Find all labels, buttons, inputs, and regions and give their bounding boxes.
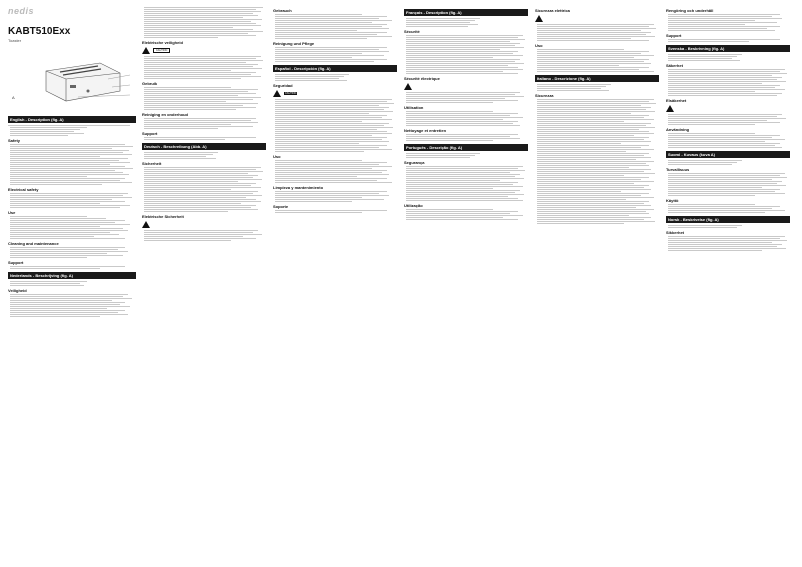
heading-sikkerhet: Sikkerhet <box>666 230 685 235</box>
warning-block-nl <box>142 47 266 54</box>
heading-elsakerhet: Elsäkerhet <box>666 98 687 103</box>
heading-anvandning: Användning <box>666 127 690 132</box>
heading-securite-electrique: Sécurité électrique <box>404 76 440 81</box>
heading-soporte: Soporte <box>273 204 289 209</box>
brand-logo: nedis <box>8 6 35 16</box>
heading-sicurezza-elettrica: Sicurezza elettrica <box>535 8 570 13</box>
warning-icon <box>666 105 674 112</box>
section-svenska: Svenska - Beskrivning (fig. A) <box>666 45 790 52</box>
warning-icon <box>142 47 150 54</box>
toaster-figure <box>8 51 136 113</box>
heading-seguridad: Seguridad <box>273 83 293 88</box>
heading-rengoring: Rengöring och underhåll <box>666 8 714 13</box>
section-espanol: Español - Descripción (fig. A) <box>273 65 397 72</box>
heading-reinigung: Reinigung und Pflege <box>273 41 315 46</box>
heading-uso-it: Uso <box>535 43 543 48</box>
heading-turvallisuus: Turvallisuus <box>666 167 690 172</box>
column-1 <box>8 6 136 563</box>
heading-limpieza: Limpieza y mantenimiento <box>273 185 324 190</box>
section-nederlands: Nederlands - Beschrijving (fig. A) <box>8 272 136 279</box>
section-portugues: Português - Descrição (fig. A) <box>404 144 528 151</box>
section-francais: Français - Description (fig. A) <box>404 9 528 16</box>
heading-kaytto: Käyttö <box>666 198 679 203</box>
heading-cleaning: Cleaning and maintenance <box>8 241 59 246</box>
heading-veiligheid: Veiligheid <box>8 288 27 293</box>
warning-block-it <box>535 15 659 22</box>
heading-support-nl: Support <box>142 131 158 136</box>
section-english: English - Description (fig. A) <box>8 116 136 123</box>
warning-block-es <box>273 90 397 97</box>
caution-label: CAUTION <box>285 92 297 95</box>
heading-electrical-safety: Electrical safety <box>8 187 39 192</box>
section-deutsch: Deutsch - Beschreibung (Abb. A) <box>142 143 266 150</box>
heading-gebruik: Gebruik <box>142 81 158 86</box>
column-3 <box>273 6 397 563</box>
heading-sicherheit: Sicherheit <box>142 161 162 166</box>
warning-block-de <box>142 221 266 228</box>
heading-gebrauch: Gebrauch <box>273 8 292 13</box>
warning-icon <box>273 90 281 97</box>
warning-icon <box>535 15 543 22</box>
heading-reiniging: Reiniging en onderhoud <box>142 112 188 117</box>
section-italiano: Italiano - Descrizione (fig. A) <box>535 75 659 82</box>
column-2 <box>142 6 266 563</box>
heading-safety: Safety <box>8 138 21 143</box>
heading-nettoyage: Nettoyage et entretien <box>404 128 447 133</box>
heading-elektrische-sicherheit: Elektrische Sicherheit <box>142 214 184 219</box>
model-number: KABT510Exx <box>8 26 71 37</box>
section-suomi: Suomi - Kuvaus (kuva A) <box>666 151 790 158</box>
caution-label: CAUTION <box>153 48 170 53</box>
toaster-illustration <box>8 51 136 113</box>
figure-label: A <box>12 95 15 100</box>
warning-block-fr <box>404 83 528 90</box>
heading-sakerhet: Säkerhet <box>666 63 683 68</box>
heading-support: Support <box>8 260 24 265</box>
heading-seguranca: Segurança <box>404 160 425 165</box>
heading-elektrische-veiligheid: Elektrische veiligheid <box>142 40 183 45</box>
heading-utilizacao: Utilização <box>404 203 423 208</box>
heading-use: Use <box>8 210 16 215</box>
heading-uso: Uso <box>273 154 281 159</box>
product-subtitle: Toaster <box>8 38 22 43</box>
warning-block-sv <box>666 105 790 112</box>
heading-securite: Sécurité <box>404 29 420 34</box>
column-6 <box>666 6 790 563</box>
warning-icon <box>404 83 412 90</box>
heading-utilisation: Utilisation <box>404 105 424 110</box>
heading-sicurezza: Sicurezza <box>535 93 554 98</box>
heading-support-sv: Support <box>666 33 682 38</box>
warning-icon <box>142 221 150 228</box>
column-4 <box>404 6 528 563</box>
column-5 <box>535 6 659 563</box>
section-norsk: Norsk - Beskrivelse (fig. A) <box>666 216 790 223</box>
